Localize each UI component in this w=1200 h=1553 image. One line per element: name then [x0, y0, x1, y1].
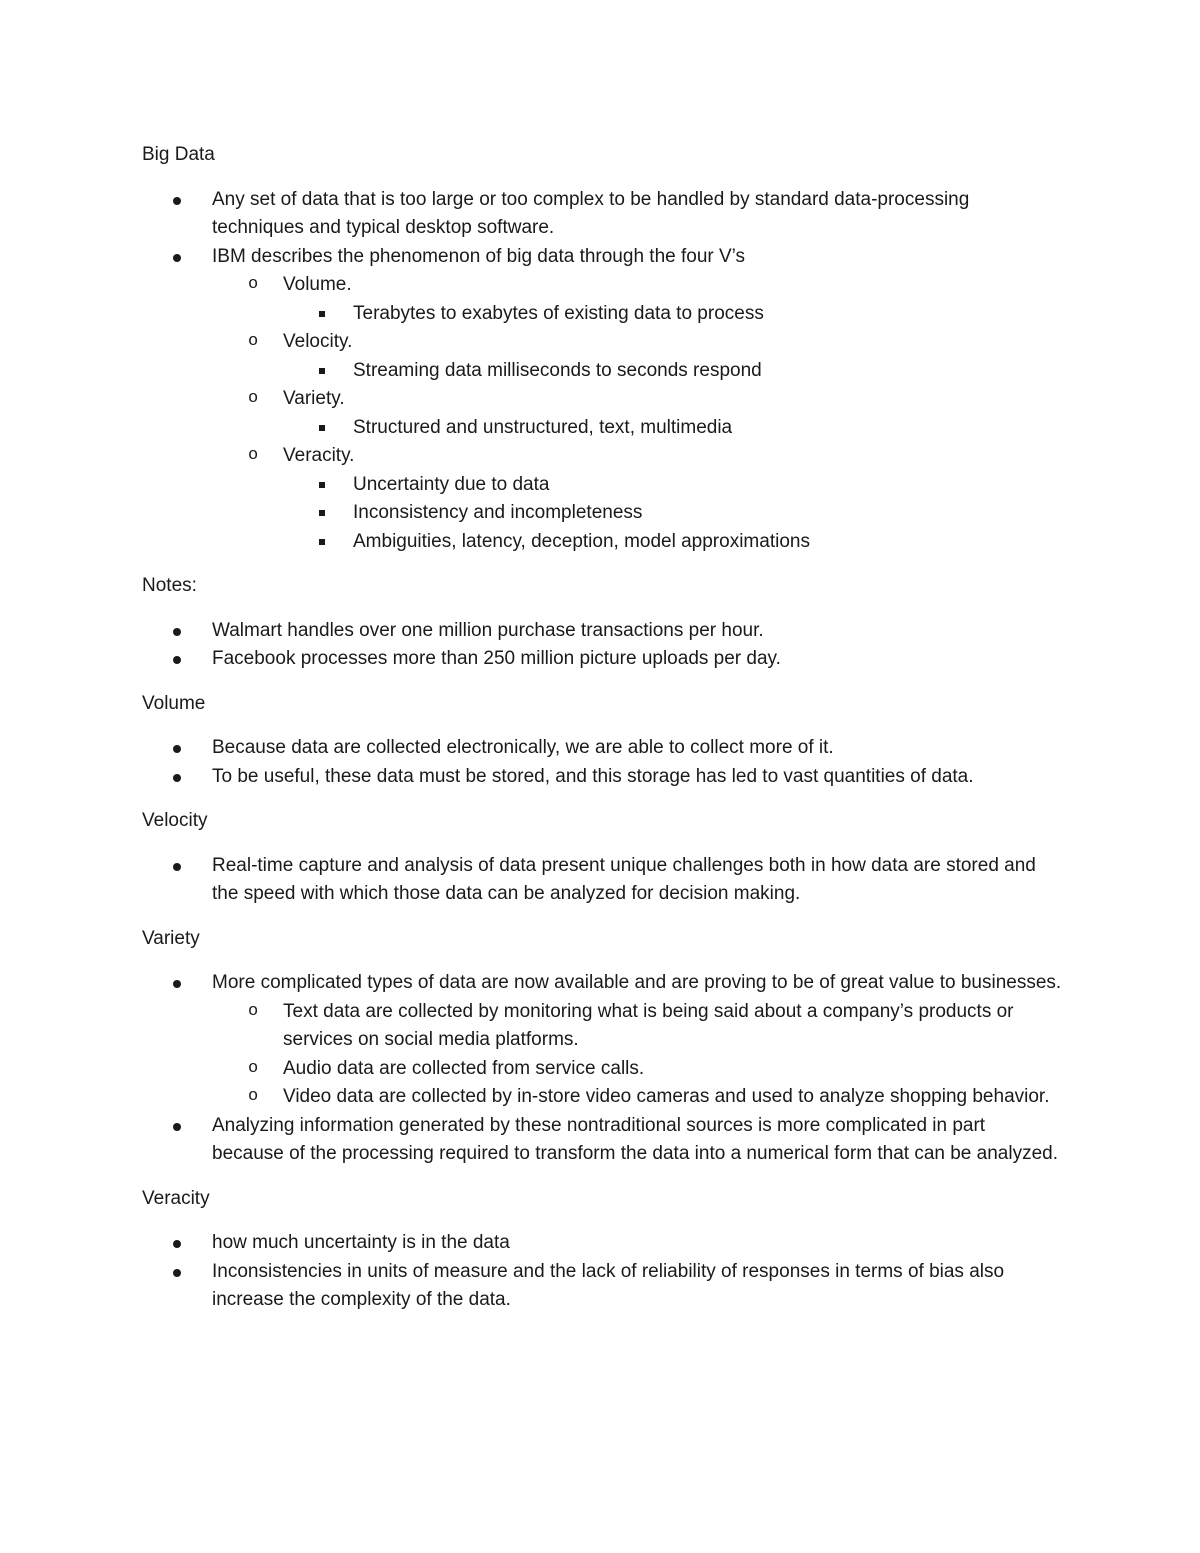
sub-list-item-text: Audio data are collected from service calls.: [283, 1057, 645, 1079]
section: [142, 1185, 1062, 1315]
bullet-icon: [170, 852, 180, 881]
list-item-text: To be useful, these data must be stored, and this storage has led to vast quantities of data.: [212, 765, 974, 787]
sub-list-item-text: Veracity.: [283, 445, 355, 466]
sub-list-item: [212, 385, 1062, 442]
list-item-text: Any set of data that is too large or too complex to be handled by standard data-processing techniques and typical desktop software.: [212, 188, 970, 238]
sub-sub-list-item-text: Terabytes to exabytes of existing data to process: [353, 302, 764, 324]
list-item: [142, 243, 1062, 557]
sub-sub-list-item: [283, 300, 1062, 329]
circle-bullet-icon: o: [248, 446, 259, 465]
bullet-icon: [170, 1112, 180, 1141]
document-page: [142, 141, 1062, 1315]
bullet-icon: [170, 734, 180, 763]
list-item: [142, 617, 1062, 646]
section-heading: Big Data: [142, 144, 215, 165]
sub-sub-list-item: [283, 471, 1062, 500]
list-item: [142, 763, 1062, 792]
bullet-list: [142, 617, 1062, 674]
circle-bullet-icon: o: [248, 1001, 259, 1021]
bullet-icon: [170, 1258, 180, 1287]
sub-list-item-text: Variety.: [283, 388, 345, 409]
sub-sub-list: [283, 471, 1062, 557]
sub-sub-list-item-text: Inconsistency and incompleteness: [353, 502, 643, 523]
square-bullet-icon: [319, 471, 327, 500]
sub-sub-list: [283, 414, 1062, 443]
sub-list-item: [212, 1083, 1062, 1112]
sub-sub-list-item-text: Ambiguities, latency, deception, model approximations: [353, 530, 810, 552]
sub-list-item-text: Text data are collected by monitoring what is being said about a company’s products or services on social media platforms.: [283, 1000, 1014, 1050]
circle-bullet-icon: o: [248, 275, 259, 294]
section: [142, 690, 1062, 792]
sub-list: [212, 998, 1062, 1112]
list-item: [142, 852, 1062, 909]
section-heading: Variety: [142, 927, 200, 949]
sub-list-item-text: Velocity.: [283, 331, 353, 352]
sub-list-item-text: Volume.: [283, 274, 352, 295]
list-item-text: IBM describes the phenomenon of big data through the four V’s: [212, 245, 746, 267]
sub-sub-list-item: [283, 499, 1062, 528]
bullet-icon: [170, 186, 180, 215]
circle-bullet-icon: o: [248, 389, 259, 408]
square-bullet-icon: [319, 357, 327, 386]
sub-sub-list-item: [283, 414, 1062, 443]
bullet-icon: [170, 969, 180, 998]
square-bullet-icon: [319, 528, 327, 557]
list-item-text: Walmart handles over one million purchase transactions per hour.: [212, 619, 764, 641]
sub-sub-list-item-text: Structured and unstructured, text, multimedia: [353, 416, 733, 438]
section: [142, 807, 1062, 909]
sub-list-item: [212, 442, 1062, 556]
bullet-icon: [170, 645, 180, 674]
bullet-list: [142, 1229, 1062, 1315]
section-heading: Volume: [142, 692, 206, 714]
bullet-list: [142, 186, 1062, 557]
list-item-text: Real-time capture and analysis of data present unique challenges both in how data are stored and the speed with which those data can be analyzed for decision making.: [212, 854, 1036, 904]
list-item: [142, 186, 1062, 243]
list-item: [142, 1112, 1062, 1169]
bullet-icon: [170, 243, 180, 272]
circle-bullet-icon: o: [248, 332, 259, 351]
sub-sub-list: [283, 300, 1062, 329]
bullet-list: [142, 852, 1062, 909]
sub-list-item: [212, 998, 1062, 1055]
sub-list-item-text: Video data are collected by in-store video cameras and used to analyze shopping behavior.: [283, 1086, 1050, 1107]
sub-list-item: [212, 328, 1062, 385]
section: [142, 141, 1062, 556]
bullet-icon: [170, 763, 180, 792]
list-item: [142, 1258, 1062, 1315]
list-item-text: More complicated types of data are now available and are proving to be of great value to businesses.: [212, 972, 1062, 993]
list-item: [142, 645, 1062, 674]
list-item-text: Facebook processes more than 250 million picture uploads per day.: [212, 648, 781, 669]
bullet-icon: [170, 1229, 180, 1258]
circle-bullet-icon: o: [248, 1087, 259, 1106]
list-item-text: Because data are collected electronically, we are able to collect more of it.: [212, 737, 834, 758]
bullet-list: [142, 734, 1062, 791]
list-item: [142, 1229, 1062, 1258]
bullet-icon: [170, 617, 180, 646]
square-bullet-icon: [319, 499, 327, 528]
section-heading: Notes:: [142, 575, 197, 596]
section-heading: Veracity: [142, 1187, 210, 1209]
section: [142, 572, 1062, 674]
square-bullet-icon: [319, 414, 327, 443]
square-bullet-icon: [319, 300, 327, 329]
sub-sub-list-item: [283, 528, 1062, 557]
sub-sub-list-item-text: Uncertainty due to data: [353, 473, 550, 495]
sub-list: [212, 271, 1062, 556]
sub-list-item: [212, 1055, 1062, 1084]
sub-sub-list: [283, 357, 1062, 386]
sub-sub-list-item-text: Streaming data milliseconds to seconds respond: [353, 359, 762, 381]
list-item-text: how much uncertainty is in the data: [212, 1232, 510, 1253]
sub-list-item: [212, 271, 1062, 328]
list-item-text: Analyzing information generated by these nontraditional sources is more complicated in part because of the processing required to transform the data into a numerical form that can be analyzed.: [212, 1114, 1058, 1164]
list-item: [142, 734, 1062, 763]
bullet-list: [142, 969, 1062, 1169]
section-heading: Velocity: [142, 810, 208, 831]
sub-sub-list-item: [283, 357, 1062, 386]
list-item: [142, 969, 1062, 1112]
circle-bullet-icon: o: [248, 1058, 259, 1078]
list-item-text: Inconsistencies in units of measure and the lack of reliability of responses in terms of bias also increase the complexity of the data.: [212, 1260, 1005, 1310]
section: [142, 925, 1062, 1169]
